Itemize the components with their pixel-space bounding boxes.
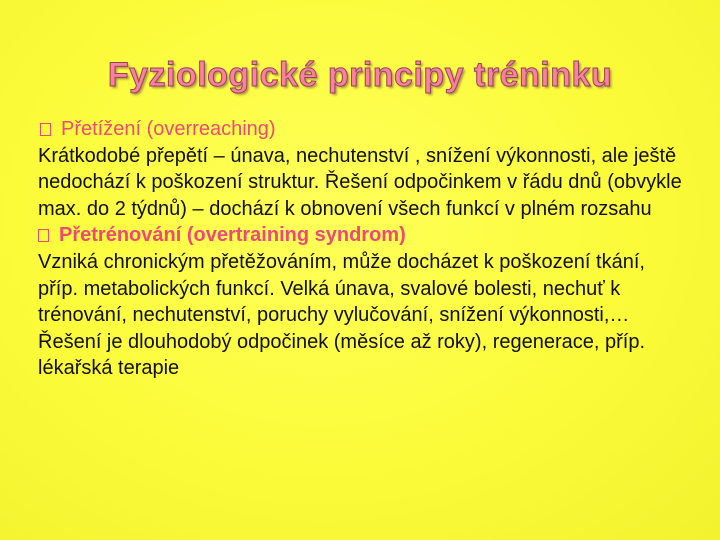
box-icon <box>40 123 51 136</box>
paragraph-overreaching: Krátkodobé přepětí – únava, nechutenství , snížení výkonnosti, ale ještě nedochází k poškození struktur. Řešení odpočinkem v řádu dnů (obvykle max. do 2 týdnů) – dochází k obnovení všech funkcí v plném rozsahu <box>38 144 682 220</box>
box-icon <box>38 229 49 242</box>
slide-title: Fyziologické principy tréninku <box>107 56 613 94</box>
bullet-heading-text: Přetrénování (overtraining syndrom) <box>59 224 406 247</box>
paragraph-overtraining-symptoms: Vzniká chronickým přetěžováním, může docházet k poškození tkání, příp. metabolických funkcí. Velká únava, svalové bolesti, nechuť k trénování, nechutenství, poruchy vylučování, snížení výkonnosti,… <box>38 250 645 327</box>
bullet-heading-overreaching <box>38 116 688 143</box>
slide-body <box>38 116 688 382</box>
bullet-heading-overtraining <box>38 222 688 249</box>
bullet-heading-text: Přetížení (overreaching) <box>61 118 276 140</box>
paragraph-overtraining-solution: Řešení je dlouhodobý odpočinek (měsíce až roky), regenerace, příp. lékařská terapie <box>38 330 646 380</box>
